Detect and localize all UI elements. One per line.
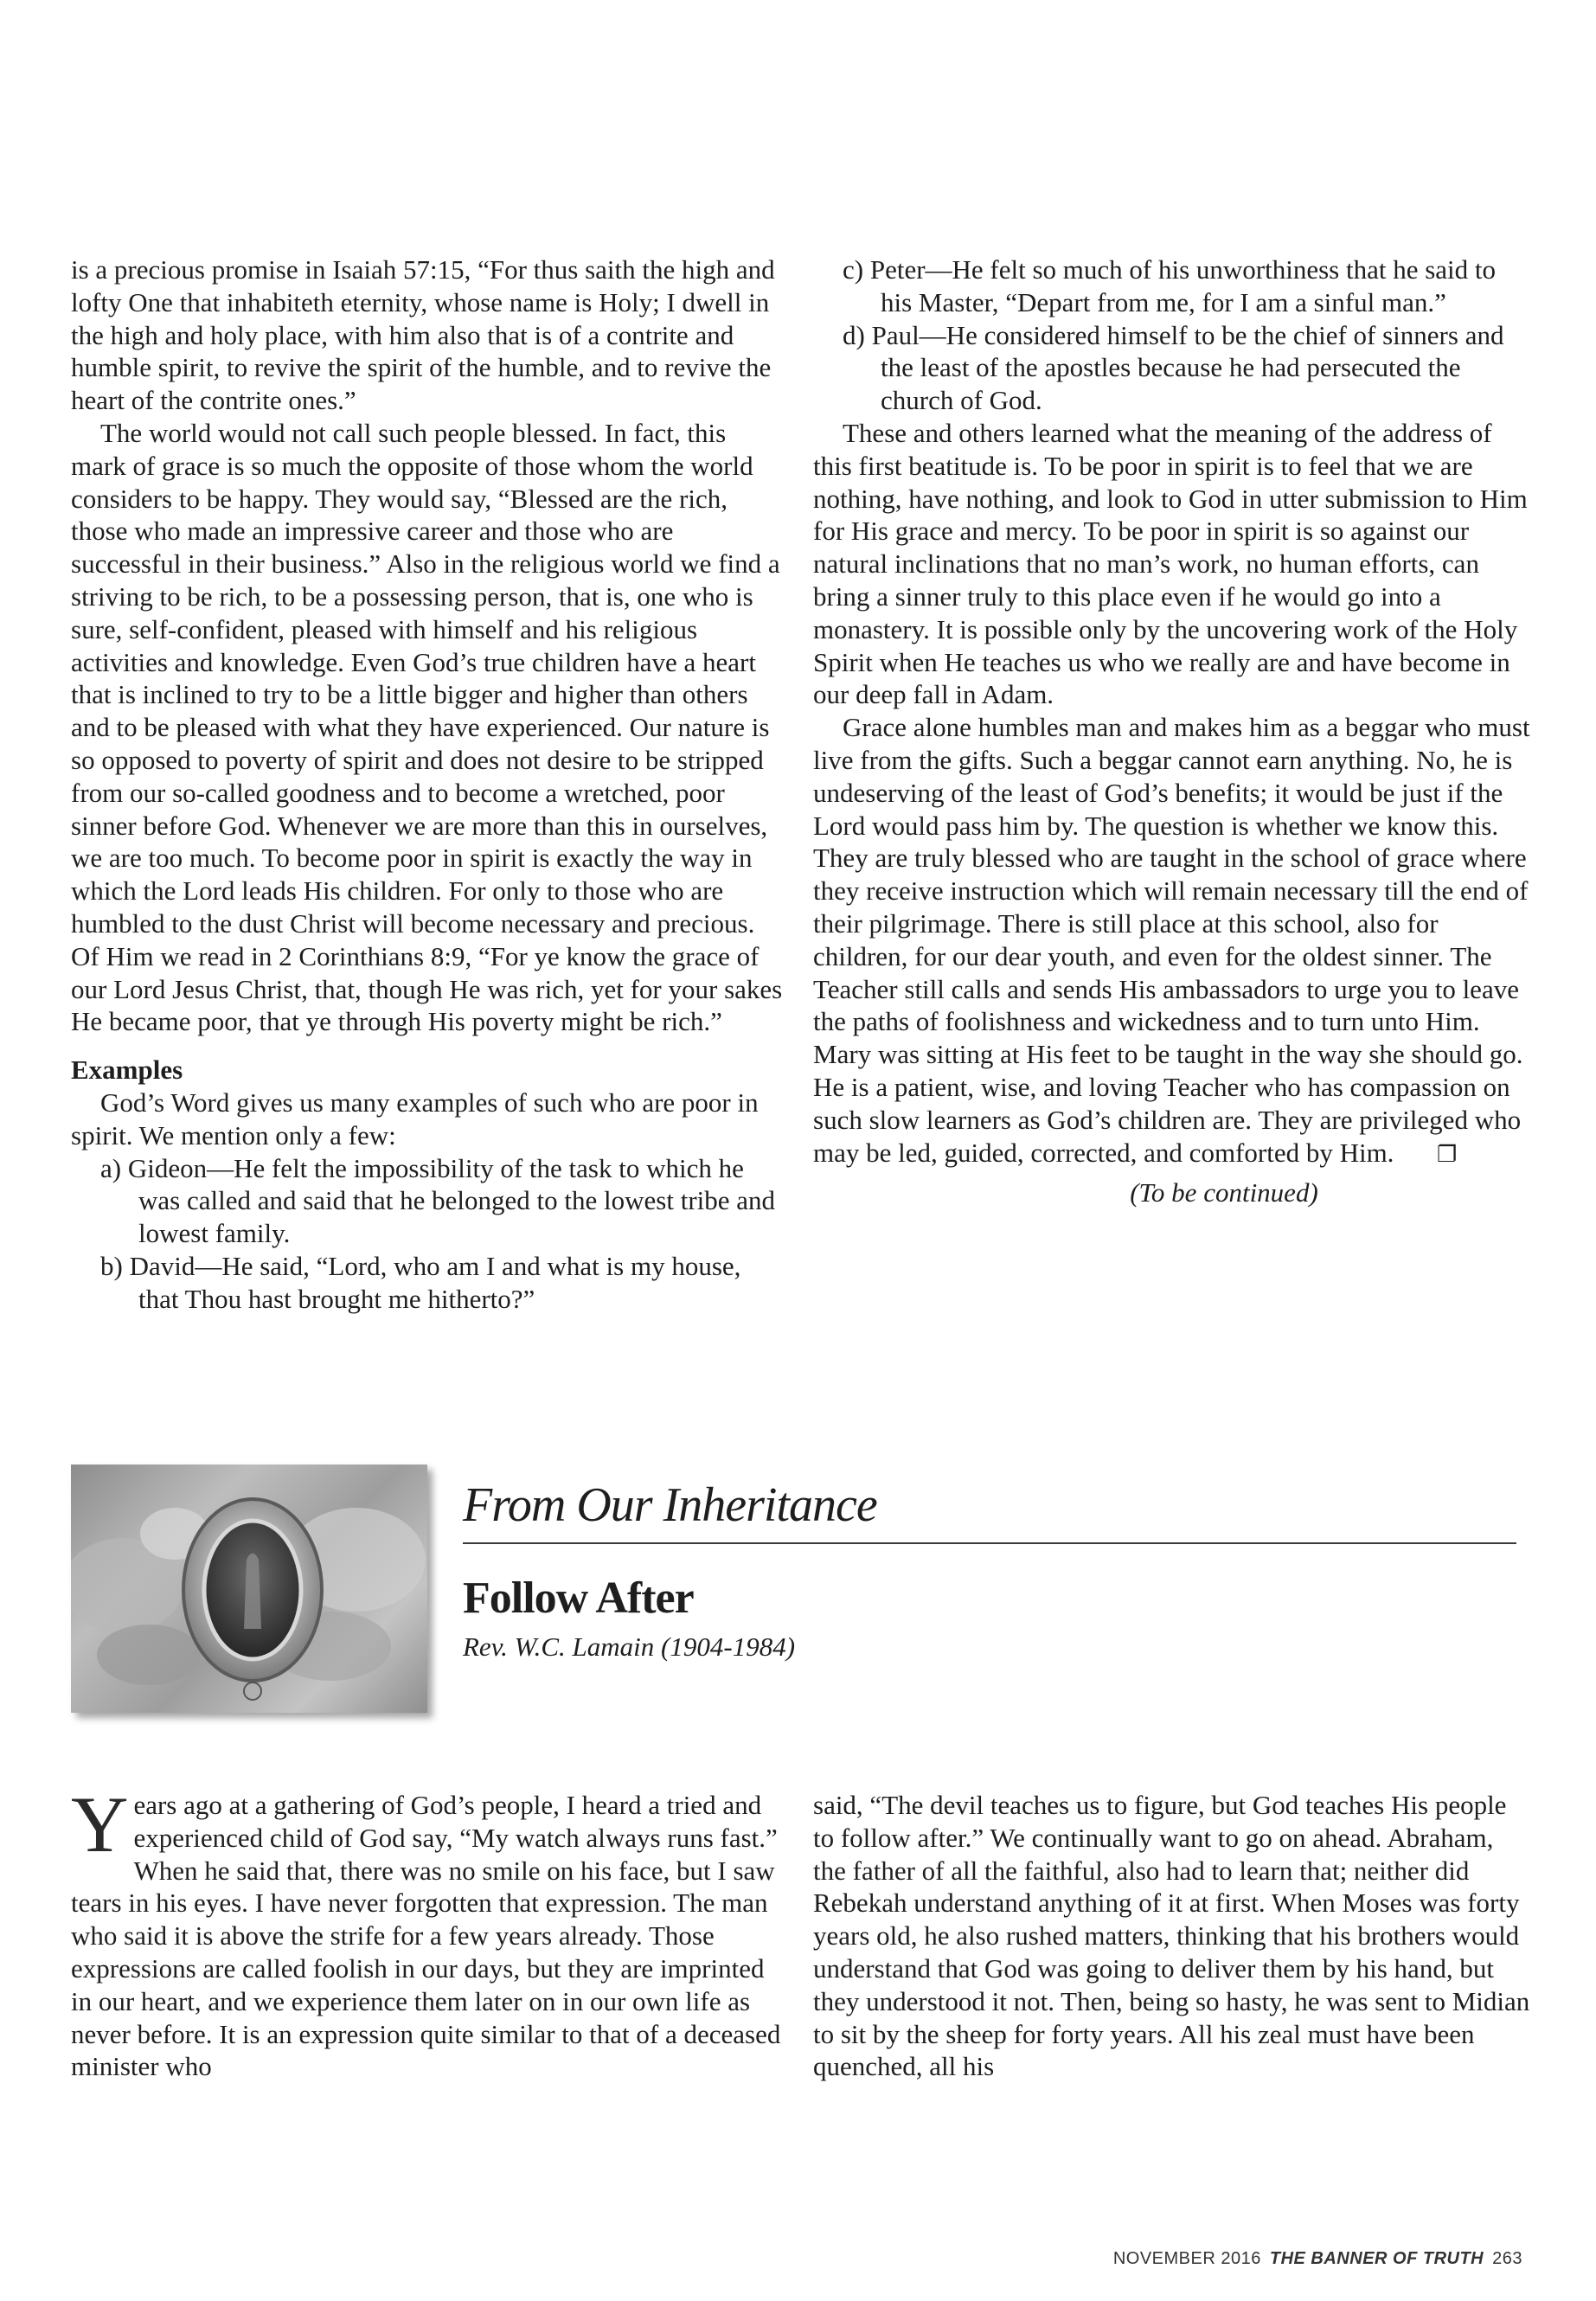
brooch-image <box>71 1465 427 1713</box>
right-column-bottom <box>813 1789 1531 2083</box>
brooch-photo <box>71 1465 427 1713</box>
list-item: b) David—He said, “Lord, who am I and what is my house, that Thou hast brought me hitherto?” <box>100 1250 741 1314</box>
list-item: a) Gideon—He felt the impossibility of the task to which he was called and said that he belonged to the lowest tribe and lowest family. <box>100 1152 776 1249</box>
paragraph: These and others learned what the meaning of the address of this first beatitude is. To be poor in spirit is to feel that we are nothing, have nothing, and look to God in utter submission to Him for His grace and mercy. To be poor in spirit is so against our natural inclinations that no man’s work, no human efforts, can bring a sinner truly to this place even if he would go into a monastery. It is possible only by the uncovering work of the Holy Spirit when He teaches us who we really are and have become in our deep fall in Adam. <box>813 417 1528 710</box>
paragraph-text: ears ago at a gathering of God’s people, I heard a tried and experienced child of God say, “My watch always runs fast.” When he said that, there was no smile on his face, but I saw tears in his eyes. I have never forgotten that expression. The man who said it is above the strife for a few years already. Those expressions are called foolish in our days, but they are imprinted in our heart, and we experience them later on in our own life as never before. It is an expression quite similar to that of a deceased minister who <box>71 1790 781 2082</box>
issue-date: NOVEMBER 2016 <box>1112 2249 1261 2268</box>
paragraph: is a precious promise in Isaiah 57:15, “For thus saith the high and lofty One that inhabiteth eternity, whose name is Holy; I dwell in the high and holy place, with him also that is of a contrite and humble spirit, to revive the spirit of the humble, and to revive the heart of the contrite ones.” <box>71 254 775 416</box>
article-title: Follow After <box>463 1574 694 1623</box>
paragraph <box>71 1780 787 2083</box>
page-number: 263 <box>1492 2249 1522 2268</box>
paragraph: The world would not call such people blessed. In fact, this mark of grace is so much the opposite of those whom the world considers to be happy. They would say, “Blessed are the rich, those who made an impressive career and those who are successful in their business.” Also in the religious world we find a striving to be rich, to be a possessing person, that is, one who is sure, self-confident, pleased with himself and his religious activities and knowledge. Even God’s true children have a heart that is inclined to try to be a little bigger and higher than others and to be pleased with what they have experienced. Our nature is so opposed to poverty of spirit and does not desire to be stripped from our so-called goodness and to become a wretched, poor sinner before God. Whenever we are more than this in ourselves, we are too much. To become poor in spirit is exactly the way in which the Lord leads His children. For only to those who are humbled to the dust Christ will become necessary and precious. Of Him we read in 2 Corinthians 8:9, “For ye know the grace of our Lord Jesus Christ, that, though He was rich, yet for your sakes He became poor, that ye through His poverty might be rich.” <box>71 417 783 1037</box>
right-column-top <box>813 253 1531 1209</box>
end-mark-icon: ❐ <box>1436 1141 1458 1168</box>
paragraph-with-end-mark <box>813 711 1531 1171</box>
left-column-top <box>71 253 787 1316</box>
section-title: From Our Inheritance <box>463 1478 877 1532</box>
left-column-bottom <box>71 1780 787 2083</box>
drop-cap: Y <box>71 1780 129 1868</box>
to-be-continued: (To be continued) <box>1130 1177 1318 1208</box>
examples-heading: Examples <box>71 1054 183 1086</box>
magazine-name: THE BANNER OF TRUTH <box>1269 2249 1484 2268</box>
list-item: c) Peter—He felt so much of his unworthiness that he said to his Master, “Depart from me, for I am a sinful man.” <box>843 254 1497 317</box>
paragraph-text: Grace alone humbles man and makes him as a beggar who must live from the gifts. Such a beggar cannot earn anything. No, he is undeserving of the least of God’s benefits; it would be just if the Lord would pass him by. The question is whether we know this. They are truly blessed who are taught in the school of grace where they receive instruction which will remain necessary till the end of their pilgrimage. There is still place at this school, also for children, for our dear youth, and even for the oldest sinner. The Teacher still calls and sends His ambassadors to urge you to leave the paths of foolishness and wickedness and to turn unto Him. Mary was sitting at His feet to be taught in the way she should go. He is a patient, wise, and loving Teacher who has compassion on such slow learners as God’s children are. They are privileged who may be led, guided, corrected, and comforted by Him. <box>813 712 1530 1168</box>
list-item: d) Paul—He considered himself to be the chief of sinners and the least of the apostles because he had persecuted the church of God. <box>843 319 1504 416</box>
title-divider <box>463 1542 1516 1544</box>
paragraph: God’s Word gives us many examples of such who are poor in spirit. We mention only a few: <box>71 1086 759 1150</box>
page-footer <box>1113 2248 1522 2269</box>
paragraph: said, “The devil teaches us to figure, but God teaches His people to follow after.” We continually want to go on ahead. Abraham, the father of all the faithful, also had to learn that; neither did Rebekah understand anything of it at first. When Moses was forty years old, he also rushed matters, thinking that his brothers would understand that God was going to deliver them by his hand, but they understood it not. Then, being so hasty, he was sent to Midian to sit by the sheep for forty years. All his zeal must have been quenched, all his <box>813 1790 1530 2082</box>
author-byline: Rev. W.C. Lamain (1904-1984) <box>463 1631 796 1662</box>
